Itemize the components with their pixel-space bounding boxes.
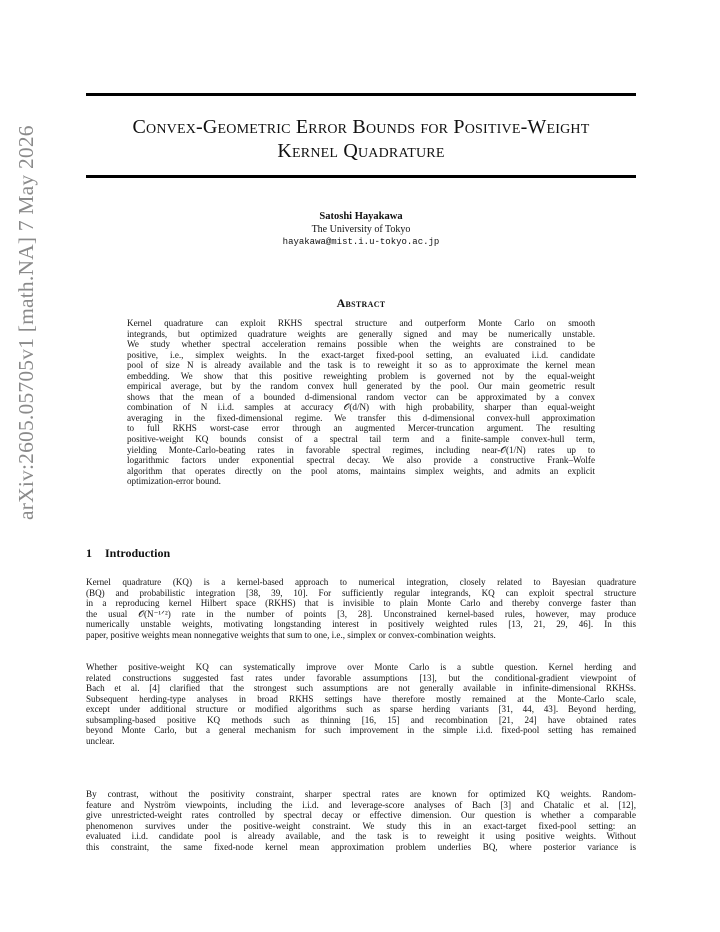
abstract-line: yielding Monte-Carlo-beating rates in favorable spectral regimes, including near-𝒪(1/N) rates up to	[127, 444, 595, 455]
paragraph-line: Kernel quadrature (KQ) is a kernel-based approach to numerical integration, closely related to Bayesian quadrature	[86, 577, 636, 587]
abstract-line: positive-weight KQ bounds consist of a spectral tail term and a finite-sample convex-hull term,	[127, 434, 595, 445]
section-heading-introduction	[86, 546, 170, 561]
abstract-line: averaging in the fixed-dimensional regime. We transfer this d-dimensional convex-hull approximation	[127, 412, 595, 423]
section-number: 1	[86, 546, 92, 560]
abstract-line: algorithm that operates directly on the pool atoms, maintains simplex weights, and admits an explicit	[127, 465, 595, 476]
abstract-line: Kernel quadrature can exploit RKHS spectral structure and outperform Monte Carlo on smooth	[127, 318, 595, 328]
abstract-line: logarithmic factors under exponential spectral decay. We also provide a constructive Frank–Wolfe	[127, 455, 595, 466]
title-line: Kernel Quadrature	[277, 140, 445, 162]
paragraph-line: this constraint, the same fixed-node kernel mean approximation problem underlies BQ, where posterior variance is	[86, 841, 636, 852]
paragraph-line: subsampling-based positive KQ methods such as thinning [16, 15] and recombination [21, 24] have obtained rates	[86, 714, 636, 725]
paragraph-line: in a reproducing kernel Hilbert space (RKHS) that is invisible to plain Monte Carlo and thereby converge faster than	[86, 598, 636, 609]
paragraph-line: give unrestricted-weight rates controlled by spectral decay or effective dimension. Our question is whether a comparable	[86, 810, 636, 821]
paragraph-line: beyond Monte Carlo, but a general mechanism for such improvement in the simple i.i.d. fixed-pool setting has remained	[86, 725, 636, 736]
author-email[interactable]: hayakawa@mist.i.u-tokyo.ac.jp	[282, 237, 440, 247]
paragraph-line: phenomenon survives under the positive-weight constraint. We study this in an exact-target fixed-pool setting: an	[86, 820, 636, 831]
author-name: Satoshi Hayakawa	[319, 211, 403, 222]
paragraph-line: paper, positive weights mean nonnegative weights that sum to one, i.e., simplex or convex-combination weights.	[86, 629, 496, 640]
paragraph-line: (BQ) and probabilistic integration [38, 39, 10]. For sufficiently regular integrands, KQ can exploit spectral structure	[86, 587, 636, 598]
intro-paragraph-1	[86, 577, 636, 640]
abstract-line: integrands, but optimized quadrature weights are generally signed and may be numerically unstable.	[127, 328, 595, 339]
paragraph-line: related constructions suggested fast rates under favorable assumptions [13], but the conditional-gradient viewpoint of	[86, 672, 636, 683]
intro-paragraph-2	[86, 662, 636, 746]
paragraph-line: unclear.	[86, 735, 115, 746]
abstract-line: We study whether spectral acceleration remains possible when the weights are constrained to be	[127, 339, 595, 350]
abstract-line: combination of N i.i.d. samples at accuracy 𝒪(d/N) with high probability, sharper than equal-weight	[127, 402, 595, 413]
abstract-body	[127, 318, 595, 487]
paragraph-line: numerically unstable weights, motivating longstanding interest in positively weighted rules [13, 21, 29, 46]. In this	[86, 619, 636, 630]
abstract-heading: Abstract	[336, 296, 386, 310]
abstract-line: optimization-error bound.	[127, 476, 221, 487]
abstract-line: positive, i.e., simplex weights. In the exact-target fixed-pool setting, an evaluated i.i.d. candidate	[127, 349, 595, 360]
title-rule-top	[86, 93, 636, 96]
paragraph-line: except under additional structure or modified algorithms such as sparse herding variants [31, 44, 43]. Beyond herding,	[86, 704, 636, 715]
abstract-line: shows that the mean of a bounded d-dimensional random vector can be approximated by a convex	[127, 391, 595, 402]
author-block	[86, 210, 636, 249]
title-line: Convex-Geometric Error Bounds for Positive-Weight	[132, 116, 590, 138]
paragraph-line: By contrast, without the positivity constraint, sharper spectral rates are known for optimized KQ weights. Random-	[86, 789, 636, 799]
abstract-line: empirical average, but by the random convex hull generated by the pool. Our main geometric result	[127, 381, 595, 392]
paragraph-line: the usual 𝒪(N⁻¹ᐟ²) rate in the number of points [3, 28]. Unconstrained kernel-based rules, however, may produce	[86, 608, 636, 619]
paragraph-line: feature and Nyström viewpoints, including the i.i.d. and leverage-score analyses of Bach [3] and Chatalic et al. [12],	[86, 799, 636, 810]
paragraph-line: Whether positive-weight KQ can systematically improve over Monte Carlo is a subtle question. Kernel herding and	[86, 662, 636, 672]
abstract-line: pool of size N is already available and the task is to reweight it so as to approximate the kernel mean	[127, 360, 595, 371]
abstract-line: embedding. We show that this positive reweighting problem is governed not by the equal-weight	[127, 370, 595, 381]
arxiv-stamp-text: arXiv:2605.05705v1 [math.NA] 7 May 2026	[14, 125, 38, 520]
paper-title	[86, 115, 636, 163]
title-rule-bottom	[86, 175, 636, 178]
author-affiliation: The University of Tokyo	[311, 224, 411, 235]
paragraph-line: Subsequent herding-type analyses in broad RKHS settings have therefore mostly remained at the Monte-Carlo scale,	[86, 693, 636, 704]
paragraph-line: Bach et al. [4] clarified that the strongest such assumptions are not generally available in infinite-dimensional RKHSs.	[86, 683, 636, 694]
abstract-line: to full RKHS worst-case error through an augmented Mercer-truncation argument. The resulting	[127, 423, 595, 434]
paragraph-line: evaluated i.i.d. candidate pool is already available, and the task is to reweight it using positive weights. Without	[86, 831, 636, 842]
intro-paragraph-3	[86, 789, 636, 852]
section-title: Introduction	[105, 546, 171, 560]
